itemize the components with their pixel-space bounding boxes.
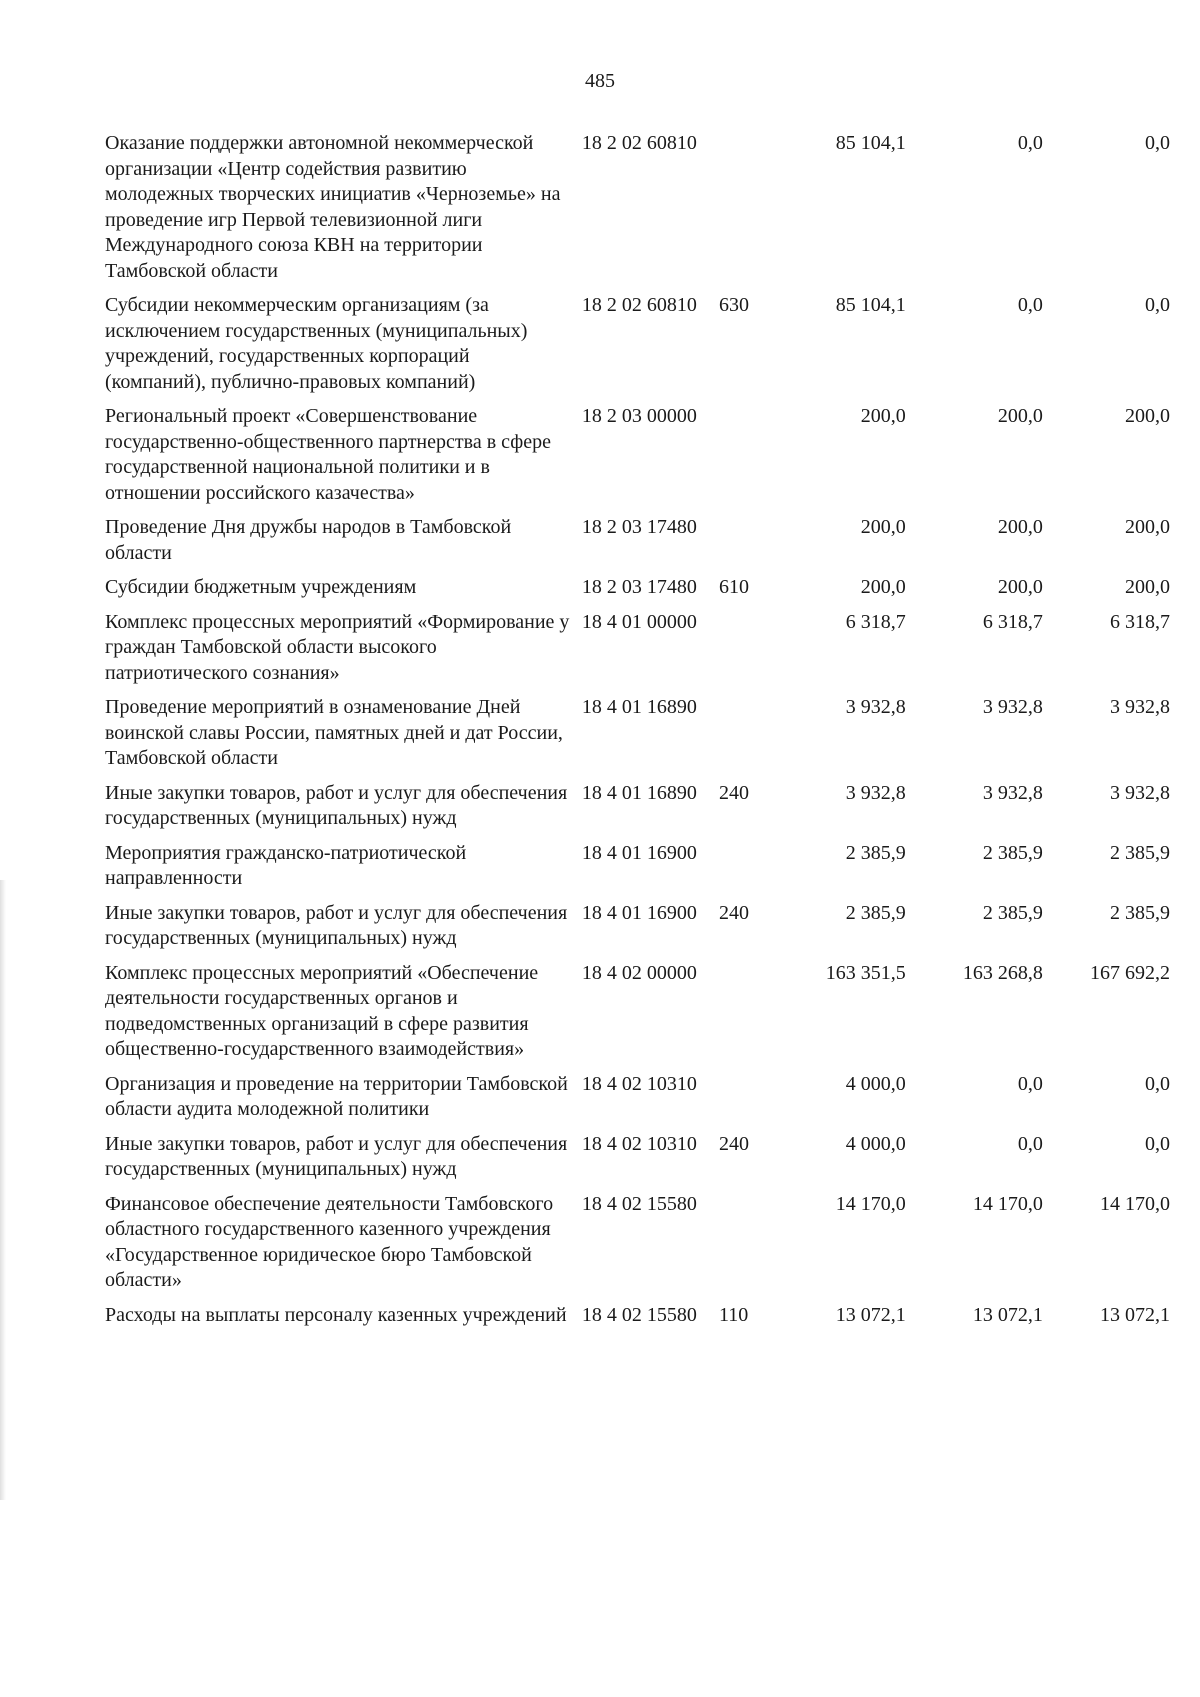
table-row [105, 131, 1170, 284]
row-name: Иные закупки товаров, работ и услуг для обеспечения государственных (муниципальных) нужд [105, 1132, 568, 1180]
row-amount-year-1: 85 104,1 [835, 294, 906, 316]
table-row [105, 575, 1170, 601]
row-amount-year-2: 2 385,9 [982, 841, 1043, 864]
row-amount-year-3: 167 692,2 [1090, 961, 1171, 984]
table-row [105, 515, 1170, 566]
row-amount-year-3: 0,0 [1145, 1132, 1171, 1155]
budget-table [105, 131, 1170, 1337]
row-expense-type: 240 [719, 781, 749, 804]
row-name: Комплекс процессных мероприятий «Обеспечение деятельности государственных органов и подведомственных организаций в сфере развития общественно-государственного взаимодействия» [105, 961, 539, 1060]
row-name: Иные закупки товаров, работ и услуг для обеспечения государственных (муниципальных) нужд [105, 901, 568, 949]
row-amount-year-1: 6 318,7 [845, 610, 906, 633]
row-target-code: 18 4 02 15580 [581, 1303, 697, 1326]
row-amount-year-3: 3 932,8 [1110, 781, 1171, 804]
row-target-code: 18 2 03 00000 [581, 405, 697, 427]
row-name: Проведение Дня дружбы народов в Тамбовской области [105, 516, 512, 564]
row-amount-year-2: 0,0 [1017, 132, 1043, 154]
row-expense-type: 630 [719, 294, 749, 316]
row-target-code: 18 4 01 00000 [581, 610, 697, 633]
row-amount-year-1: 13 072,1 [835, 1303, 906, 1326]
row-amount-year-2: 0,0 [1017, 1072, 1043, 1095]
row-name: Расходы на выплаты персоналу казенных учреждений [105, 1303, 567, 1326]
table-row [105, 1303, 1170, 1329]
row-amount-year-2: 13 072,1 [972, 1303, 1043, 1326]
row-amount-year-1: 4 000,0 [845, 1072, 906, 1095]
row-amount-year-1: 3 932,8 [845, 781, 906, 804]
row-amount-year-3: 13 072,1 [1100, 1303, 1171, 1326]
row-name: Оказание поддержки автономной некоммерческой организации «Центр содействия развитию молодежных творческих инициатив «Черноземье» на проведение игр Первой телевизионной лиги Международного союза КВН на территории Тамбовской области [105, 132, 561, 282]
row-amount-year-1: 200,0 [860, 576, 906, 598]
row-amount-year-2: 0,0 [1017, 294, 1043, 316]
table-row [105, 610, 1170, 687]
row-target-code: 18 4 02 15580 [581, 1192, 697, 1215]
row-name: Проведение мероприятий в ознаменование Дней воинской славы России, памятных дней и дат России, Тамбовской области [105, 696, 563, 769]
row-amount-year-3: 0,0 [1145, 294, 1171, 316]
row-amount-year-2: 6 318,7 [982, 610, 1043, 633]
row-amount-year-3: 200,0 [1125, 576, 1171, 598]
row-target-code: 18 2 03 17480 [581, 576, 697, 598]
row-target-code: 18 4 02 10310 [581, 1072, 697, 1095]
row-target-code: 18 4 01 16890 [581, 781, 697, 804]
table-row [105, 1132, 1170, 1183]
row-amount-year-1: 200,0 [860, 516, 906, 538]
row-target-code: 18 4 02 10310 [581, 1132, 697, 1155]
row-amount-year-3: 2 385,9 [1110, 901, 1171, 924]
row-name: Мероприятия гражданско-патриотической направленности [105, 841, 467, 889]
table-row [105, 404, 1170, 506]
row-name: Финансовое обеспечение деятельности Тамбовского областного государственного казенного учреждения «Государственное юридическое бюро Тамбовской области» [105, 1192, 554, 1291]
row-amount-year-3: 14 170,0 [1100, 1192, 1171, 1215]
table-row [105, 695, 1170, 772]
row-amount-year-2: 200,0 [997, 576, 1043, 598]
row-amount-year-1: 14 170,0 [835, 1192, 906, 1215]
page-number: 485 [585, 70, 615, 92]
row-target-code: 18 4 01 16890 [581, 696, 697, 718]
row-amount-year-2: 3 932,8 [982, 696, 1043, 718]
row-amount-year-1: 85 104,1 [835, 132, 906, 154]
row-target-code: 18 4 02 00000 [581, 961, 697, 984]
row-target-code: 18 2 03 17480 [581, 516, 697, 538]
row-name: Субсидии бюджетным учреждениям [105, 576, 417, 598]
table-row [105, 293, 1170, 395]
row-amount-year-3: 0,0 [1145, 1072, 1171, 1095]
row-amount-year-3: 200,0 [1125, 405, 1171, 427]
row-name: Субсидии некоммерческим организациям (за исключением государственных (муниципальных) учреждений, государственных корпораций (компаний), публично-правовых компаний) [105, 294, 528, 393]
row-amount-year-3: 0,0 [1145, 132, 1171, 154]
table-row [105, 901, 1170, 952]
row-amount-year-2: 200,0 [997, 405, 1043, 427]
row-amount-year-1: 163 351,5 [825, 961, 906, 984]
row-amount-year-1: 200,0 [860, 405, 906, 427]
scan-shadow [0, 880, 6, 1500]
row-target-code: 18 2 02 60810 [581, 132, 697, 154]
row-amount-year-1: 2 385,9 [845, 901, 906, 924]
table-row [105, 1192, 1170, 1294]
row-amount-year-2: 0,0 [1017, 1132, 1043, 1155]
row-target-code: 18 4 01 16900 [581, 841, 697, 864]
row-amount-year-2: 3 932,8 [982, 781, 1043, 804]
row-expense-type: 110 [719, 1303, 749, 1326]
row-amount-year-1: 4 000,0 [845, 1132, 906, 1155]
row-expense-type: 240 [719, 901, 749, 924]
row-amount-year-2: 14 170,0 [972, 1192, 1043, 1215]
row-amount-year-2: 2 385,9 [982, 901, 1043, 924]
row-amount-year-2: 163 268,8 [962, 961, 1043, 984]
row-name: Комплекс процессных мероприятий «Формирование у граждан Тамбовской области высокого патриотического сознания» [105, 610, 570, 684]
row-target-code: 18 4 01 16900 [581, 901, 697, 924]
row-amount-year-3: 2 385,9 [1110, 841, 1171, 864]
row-amount-year-1: 3 932,8 [845, 696, 906, 718]
table-row [105, 781, 1170, 832]
table-row [105, 961, 1170, 1063]
row-amount-year-3: 200,0 [1125, 516, 1171, 538]
table-row [105, 841, 1170, 892]
row-amount-year-3: 6 318,7 [1110, 610, 1171, 633]
row-amount-year-2: 200,0 [997, 516, 1043, 538]
row-name: Иные закупки товаров, работ и услуг для обеспечения государственных (муниципальных) нужд [105, 781, 568, 829]
row-amount-year-1: 2 385,9 [845, 841, 906, 864]
row-expense-type: 240 [719, 1132, 749, 1155]
table-row [105, 1072, 1170, 1123]
row-name: Организация и проведение на территории Тамбовской области аудита молодежной политики [105, 1072, 568, 1120]
row-name: Региональный проект «Совершенствование государственно-общественного партнерства в сфере государственной национальной политики и в отношении российского казачества» [105, 405, 551, 504]
row-amount-year-3: 3 932,8 [1110, 696, 1171, 718]
row-expense-type: 610 [719, 576, 749, 598]
row-target-code: 18 2 02 60810 [581, 294, 697, 316]
